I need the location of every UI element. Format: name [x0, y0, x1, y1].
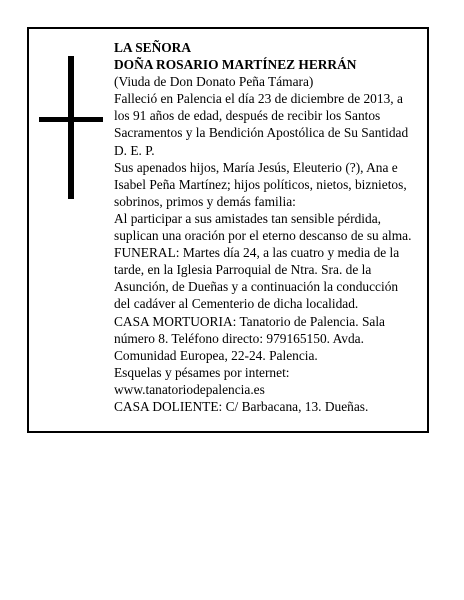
notice-line: Falleció en Palencia el día 23 de diciembre de 2013, a [114, 91, 403, 107]
notice-line: sobrinos, primos y demás familia: [114, 193, 296, 209]
notice-text [114, 39, 424, 415]
deceased-name: DOÑA ROSARIO MARTÍNEZ HERRÁN [114, 57, 357, 73]
notice-line: Asunción, de Dueñas y a continuación la conducción [114, 279, 399, 295]
notice-line: D. E. P. [114, 142, 155, 158]
latin-cross-icon [39, 56, 103, 199]
notice-title: LA SEÑORA [114, 40, 192, 55]
notice-line: Al participar a sus amistades tan sensible pérdida, [114, 210, 381, 226]
notice-line: Isabel Peña Martínez; hijos políticos, nietos, biznietos, [114, 176, 407, 192]
notice-line: CASA MORTUORIA: Tanatorio de Palencia. Sala [114, 313, 385, 329]
notice-line: Comunidad Europea, 22-24. Palencia. [114, 347, 318, 363]
notice-line: (Viuda de Don Donato Peña Támara) [114, 74, 314, 90]
notice-line: www.tanatoriodepalencia.es [114, 381, 265, 397]
notice-line: del cadáver al Cementerio de dicha localidad. [114, 296, 359, 312]
notice-line: Sacramentos y la Bendición Apostólica de Su Santidad [114, 125, 409, 141]
notice-line: tarde, en la Iglesia Parroquial de Ntra. Sra. de la [114, 262, 372, 278]
notice-line: número 8. Teléfono directo: 979165150. Avda. [114, 330, 364, 346]
cross-horizontal-bar [39, 117, 103, 122]
notice-line: los 91 años de edad, después de recibir los Santos [114, 108, 381, 124]
notice-line: CASA DOLIENTE: C/ Barbacana, 13. Dueñas. [114, 398, 369, 414]
notice-line: Sus apenados hijos, María Jesús, Eleuterio (?), Ana e [114, 159, 398, 175]
notice-line: Esquelas y pésames por internet: [114, 364, 290, 380]
cross-vertical-bar [68, 56, 74, 199]
notice-line: suplican una oración por el eterno descanso de su alma. [114, 228, 412, 244]
notice-line: FUNERAL: Martes día 24, a las cuatro y media de la [114, 245, 400, 261]
obituary-notice [27, 27, 429, 433]
